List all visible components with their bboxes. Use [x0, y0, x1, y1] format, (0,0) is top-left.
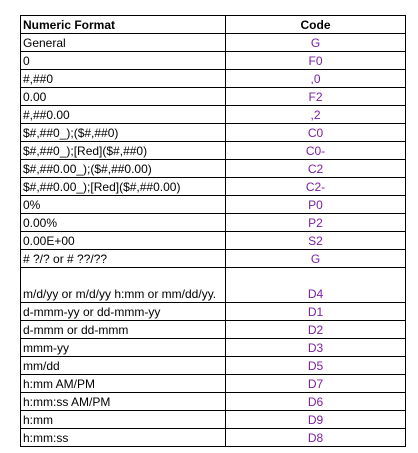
format-cell: $#,##0.00_);[Red]($#,##0.00) [21, 178, 226, 196]
format-cell: h:mm:ss [21, 429, 226, 447]
numeric-format-table [20, 15, 406, 447]
format-cell: 0.00E+00 [21, 232, 226, 250]
table-body [21, 34, 406, 447]
table-row [21, 429, 406, 447]
table-row [21, 34, 406, 52]
table-row [21, 411, 406, 429]
format-cell: #,##0 [21, 70, 226, 88]
table-row [21, 196, 406, 214]
code-cell: D5 [226, 357, 406, 375]
format-cell: 0 [21, 52, 226, 70]
code-cell: S2 [226, 232, 406, 250]
code-cell: P0 [226, 196, 406, 214]
format-cell: General [21, 34, 226, 52]
table-row [21, 339, 406, 357]
header-numeric-format: Numeric Format [21, 16, 226, 34]
table-row [21, 214, 406, 232]
code-cell: G [226, 250, 406, 268]
code-cell: F0 [226, 52, 406, 70]
code-cell: D8 [226, 429, 406, 447]
format-cell: mmm-yy [21, 339, 226, 357]
format-cell: h:mm AM/PM [21, 375, 226, 393]
format-cell: $#,##0_);[Red]($#,##0) [21, 142, 226, 160]
format-cell: h:mm:ss AM/PM [21, 393, 226, 411]
code-cell: D9 [226, 411, 406, 429]
code-cell: D7 [226, 375, 406, 393]
format-cell: $#,##0_);($#,##0) [21, 124, 226, 142]
format-cell: 0.00% [21, 214, 226, 232]
table-row [21, 303, 406, 321]
code-cell: C2- [226, 178, 406, 196]
table-row [21, 88, 406, 106]
table-row [21, 357, 406, 375]
format-cell: mm/dd [21, 357, 226, 375]
code-cell: D3 [226, 339, 406, 357]
table-row [21, 124, 406, 142]
code-cell: D2 [226, 321, 406, 339]
code-cell: D6 [226, 393, 406, 411]
table-row [21, 393, 406, 411]
code-cell: G [226, 34, 406, 52]
table-row [21, 268, 406, 303]
table-row [21, 160, 406, 178]
code-cell: D1 [226, 303, 406, 321]
format-cell: #,##0.00 [21, 106, 226, 124]
header-code: Code [226, 16, 406, 34]
table-row [21, 106, 406, 124]
code-cell: C0 [226, 124, 406, 142]
format-cell: 0% [21, 196, 226, 214]
code-cell: C0- [226, 142, 406, 160]
code-cell: ,0 [226, 70, 406, 88]
table-row [21, 178, 406, 196]
table-row [21, 250, 406, 268]
table-header-row [21, 16, 406, 34]
code-cell: F2 [226, 88, 406, 106]
table-row [21, 52, 406, 70]
table-row [21, 375, 406, 393]
code-cell: P2 [226, 214, 406, 232]
format-cell: d-mmm-yy or dd-mmm-yy [21, 303, 226, 321]
format-cell: $#,##0.00_);($#,##0.00) [21, 160, 226, 178]
table-row [21, 142, 406, 160]
table-row [21, 232, 406, 250]
format-cell: # ?/? or # ??/?? [21, 250, 226, 268]
format-cell: d-mmm or dd-mmm [21, 321, 226, 339]
table-row [21, 70, 406, 88]
code-cell: D4 [226, 268, 406, 303]
code-cell: ,2 [226, 106, 406, 124]
format-cell: h:mm [21, 411, 226, 429]
code-cell: C2 [226, 160, 406, 178]
format-cell: 0.00 [21, 88, 226, 106]
format-cell: m/d/yy or m/d/yy h:mm or mm/dd/yy. [21, 268, 226, 303]
table-row [21, 321, 406, 339]
